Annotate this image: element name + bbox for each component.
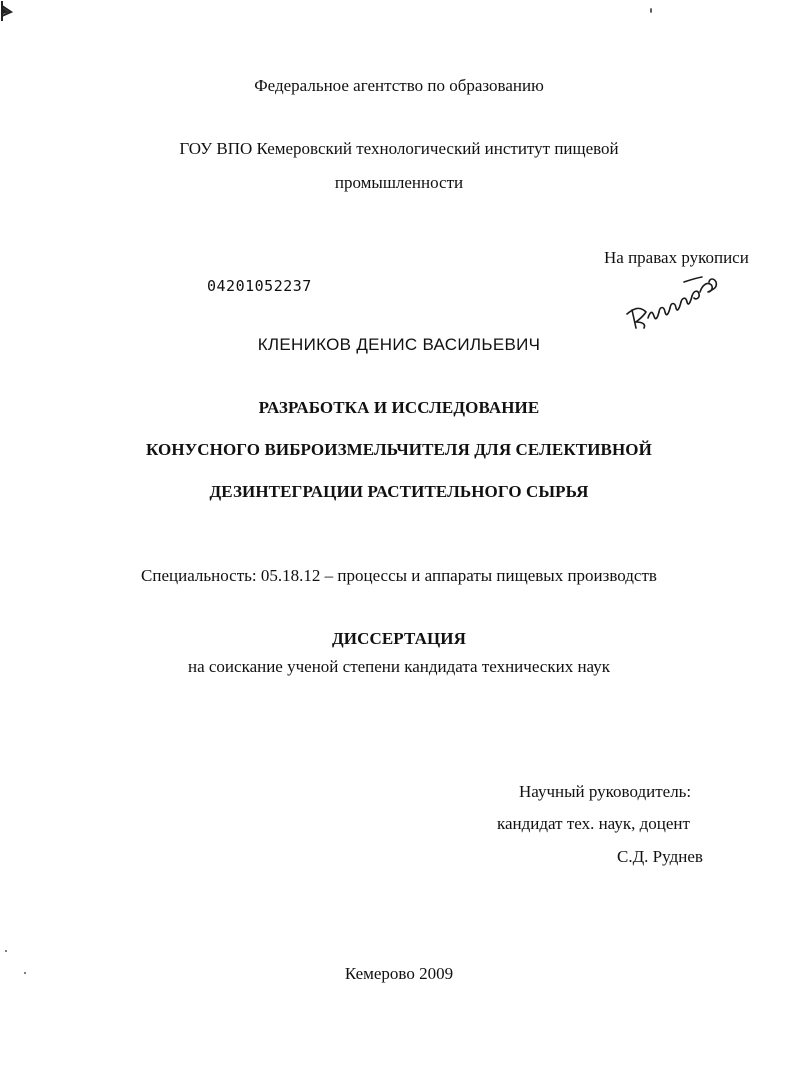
city-year: Кемерово 2009: [344, 964, 454, 983]
agency-name: Федеральное агентство по образованию: [254, 76, 544, 95]
author-signature: [624, 272, 724, 334]
scan-speck: [5, 950, 7, 952]
author-name: КЛЕНИКОВ ДЕНИС ВАСИЛЬЕВИЧ: [257, 335, 541, 354]
title-line1: РАЗРАБОТКА И ИССЛЕДОВАНИЕ: [258, 398, 540, 417]
title-line3: ДЕЗИНТЕГРАЦИИ РАСТИТЕЛЬНОГО СЫРЬЯ: [209, 482, 589, 501]
institute-name-line1: ГОУ ВПО Кемеровский технологический институт пищевой: [179, 139, 619, 158]
supervisor-label: Научный руководитель:: [519, 782, 692, 801]
supervisor-rank: кандидат тех. наук, доцент: [497, 814, 690, 833]
document-type: ДИССЕРТАЦИЯ: [332, 629, 466, 648]
degree-statement: на соискание ученой степени кандидата технических наук: [187, 657, 610, 676]
title-line2: КОНУСНОГО ВИБРОИЗМЕЛЬЧИТЕЛЯ ДЛЯ СЕЛЕКТИВНОЙ: [146, 440, 652, 459]
supervisor-name: С.Д. Руднев: [617, 847, 703, 866]
specialty: Специальность: 05.18.12 – процессы и аппараты пищевых производств: [141, 566, 657, 585]
institute-name-line2: промышленности: [334, 173, 464, 192]
manuscript-note: На правах рукописи: [604, 248, 749, 267]
corner-arrow-icon: [0, 0, 18, 22]
archive-number: 04201052237: [207, 277, 312, 295]
scan-speck: [650, 8, 652, 13]
